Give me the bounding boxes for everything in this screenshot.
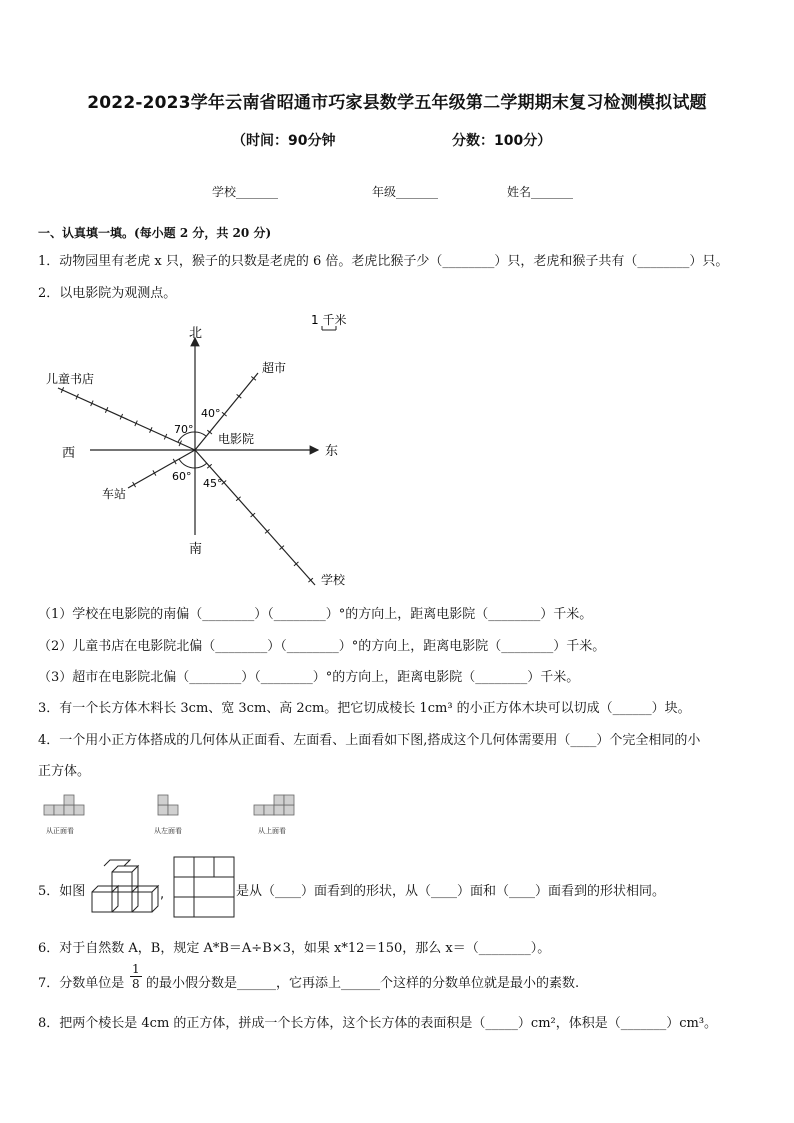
question-6: 6．对于自然数 A，B，规定 A*B＝A÷B×3，如果 x*12＝150，那么 x＝（________）。 <box>38 941 551 956</box>
ray-bookstore <box>58 388 195 450</box>
arc-sw <box>179 459 195 468</box>
label-west: 西 <box>62 446 76 461</box>
section-heading: 一、认真填一填。(每小题 2 分，共 20 分) <box>38 226 272 240</box>
q5-figures <box>88 856 236 920</box>
label-angle-sw: 60° <box>172 470 192 483</box>
question-1: 1．动物园里有老虎 x 只，猴子的只数是老虎的 6 倍。老虎比猴子少（________）只，老虎和猴子共有（________）只。 <box>38 254 729 269</box>
question-4-line-2: 正方体。 <box>38 764 91 779</box>
svg-text:,: , <box>160 887 165 902</box>
label-school: 学校 <box>321 573 346 587</box>
direction-diagram <box>40 305 400 595</box>
page-title: 2022-2023学年云南省昭通市巧家县数学五年级第二学期期末复习检测模拟试题 <box>87 93 707 113</box>
question-2: 2．以电影院为观测点。 <box>38 286 177 301</box>
label-east: 东 <box>325 444 339 459</box>
label-angle-nw: 70° <box>174 423 194 436</box>
question-7-prefix: 7．分数单位是 <box>38 976 125 991</box>
question-2-sub-3: （3）超市在电影院北偏（________）（________）°的方向上，距离电影院（________）千米。 <box>38 670 580 685</box>
question-2-sub-1: （1）学校在电影院的南偏（________）（________）°的方向上，距离电影院（________）千米。 <box>38 607 593 622</box>
label-angle-ne: 40° <box>201 407 221 420</box>
arc-ne <box>195 432 206 436</box>
exam-time: （时间：90分钟 <box>232 133 336 149</box>
question-4-line-1: 4．一个用小正方体搭成的几何体从正面看、左面看、上面看如下图,搭成这个几何体需要用（____）个完全相同的小 <box>38 733 701 748</box>
question-7-suffix: 的最小假分数是______，它再添上______个这样的分数单位就是最小的素数. <box>146 976 580 991</box>
question-5-suffix: 是从（____）面看到的形状，从（____）面和（____）面看到的形状相同。 <box>236 884 666 899</box>
question-8: 8．把两个棱长是 4cm 的正方体，拼成一个长方体，这个长方体的表面积是（_____）cm²，体积是（_______）cm³。 <box>38 1016 718 1031</box>
question-3: 3．有一个长方体木料长 3cm、宽 3cm、高 2cm。把它切成棱长 1cm³ 的小正方体木块可以切成（______）块。 <box>38 701 691 716</box>
question-5-prefix: 5．如图 <box>38 884 86 899</box>
name-field[interactable]: 姓名_______ <box>507 185 574 199</box>
arc-se <box>195 463 207 468</box>
fraction-one-eighth <box>128 962 144 991</box>
exam-score: 分数：100分） <box>452 133 552 149</box>
school-field[interactable]: 学校_______ <box>212 185 279 199</box>
label-station: 车站 <box>102 487 127 501</box>
q4-views <box>40 790 310 840</box>
label-top-view: 从上面看 <box>258 827 286 835</box>
grade-field[interactable]: 年级_______ <box>372 185 439 199</box>
label-south: 南 <box>189 542 203 557</box>
question-2-sub-2: （2）儿童书店在电影院北偏（________）（________）°的方向上，距离电影院（________）千米。 <box>38 639 606 654</box>
ray-school <box>195 450 315 585</box>
label-angle-se: 45° <box>203 477 223 490</box>
label-front-view: 从正面看 <box>46 827 74 835</box>
label-scale: 1 千米 <box>311 313 347 327</box>
label-supermarket: 超市 <box>262 361 287 375</box>
fraction-numerator: 1 <box>132 962 140 976</box>
fraction-denominator: 8 <box>132 977 140 991</box>
label-center: 电影院 <box>218 432 255 446</box>
label-bookstore: 儿童书店 <box>46 372 95 386</box>
label-left-view: 从左面看 <box>154 827 182 835</box>
label-north: 北 <box>189 326 203 341</box>
